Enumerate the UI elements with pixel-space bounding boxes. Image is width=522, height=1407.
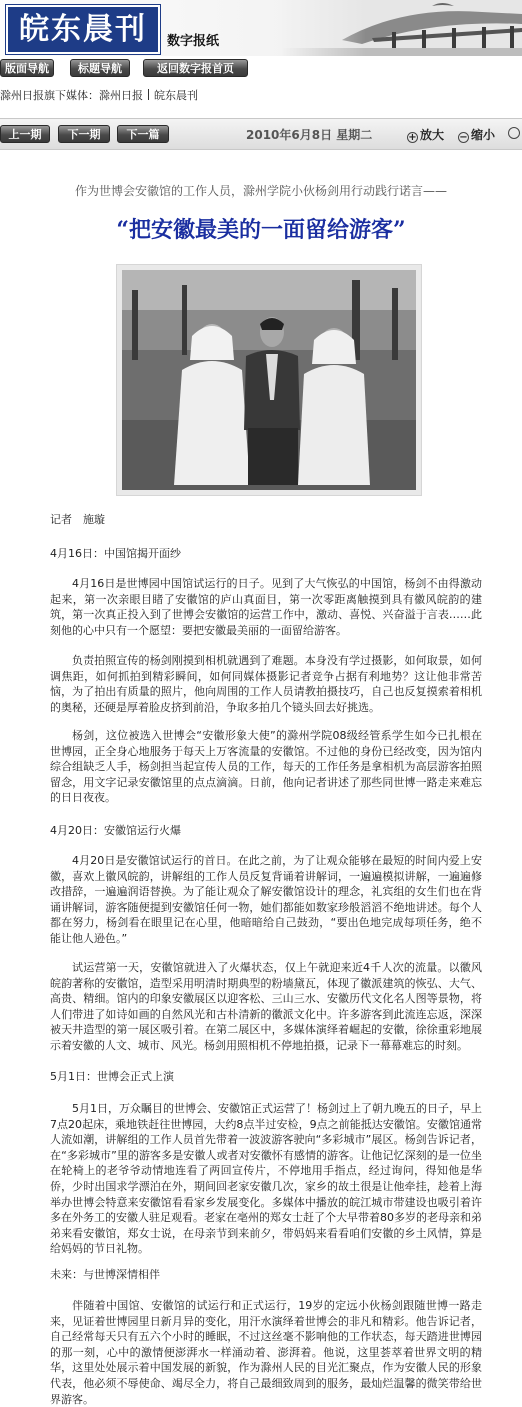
title-nav-button[interactable]: 标题导航 [70, 59, 130, 77]
prev-issue-button[interactable]: 上一期 [0, 125, 50, 143]
section-heading: 未来：与世博深情相伴 [50, 1268, 160, 1281]
issue-date: 2010年6月8日 星期二 [246, 128, 373, 142]
article-paragraph: 负责拍照宣传的杨剑刚摸到相机就遇到了难题。本身没有学过摄影，如何取景，如何调焦距，如何抓拍到精彩瞬间，如何同媒体摄影记者竞争占据有利地势？这让他非常苦恼，为了拍出有质量的照片，他向周围的工作人员请教拍摄技巧，自己也反复摸索着相机的奥秘，还硬是厚着脸皮挤到前沿，争取多拍几个镜头回去好挑选。 [50, 654, 482, 714]
article-kicker: 作为世博会安徽馆的工作人员，滁州学院小伙杨剑用行动践行诺言—— [74, 184, 447, 198]
zoom-in-icon: + [408, 132, 417, 143]
masthead [0, 0, 522, 56]
article-paragraph: 伴随着中国馆、安徽馆的试运行和正式运行，19岁的定远小伙杨剑跟随世博一路走来，见证着世博园里日新月异的变化，用汗水演绎着世博会的非凡和精彩。他告诉记者，自己经常每天只有五六个小时的睡眠，不过这丝毫不影响他的工作状态，每天踏进世博园的那一刻，心中的激情便澎湃水一样涌动着、澎湃着。他说，这里荟萃着世界文明的精华，这里处处展示着中国发展的新貌，作为滁州人民的目光汇聚点，作为安徽人民的形象代表，他必须不辱使命、竭尽全力，将自己最细致周到的服务，最灿烂温馨的微笑带给世界游客。 [50, 1299, 482, 1406]
media-links [0, 86, 522, 106]
pavilion-image [282, 0, 522, 56]
article-paragraph: 5月1日，万众瞩目的世博会、安徽馆正式运营了！杨剑过上了朝九晚五的日子，早上7点20起床，乘地铁赶往世博园，大约8点半过安检，9点之前能抵达安徽馆。安徽馆通常人流如潮，讲解组的工作人员首先带着一波波游客驶向“多彩城市”展区。杨剑告诉记者，在“多彩城市”里的游客多是安徽人或者对安徽怀有感情的游客。让他记忆深刻的是一位坐在轮椅上的老爷爷动情地连看了两回宣传片，不停地用手指点，经过询问，得知他是华侨，少时出国求学漂泊在外，期间回老家安徽几次，家乡的故土很是让他牵挂，趁着上海举办世博会特意来安徽馆看看家乡发展变化。多媒体中播放的皖江城市带建设也吸引着许多在外务工的安徽人驻足观看。老家在亳州的郑女士赶了个大早带着80多岁的老母亲和弟弟来看安徽馆，郑女士说，在母亲节到来前夕，带妈妈来看看咱们安徽的乡土风情，算是给妈妈的节日礼物。 [50, 1102, 482, 1256]
article-paragraph: 杨剑，这位被选入世博会“安徽形象大使”的滁州学院08级经管系学生如今已扎根在世博园，正全身心地服务于每天上万客流量的安徽馆。不过他的身份已经改变，因为馆内综合组缺乏人手，杨剑担当起宣传人员的工作，每天的工作任务是拿相机为高层游客拍照留念，用文字记录安徽馆里的点点滴滴。日前，他向记者讲述了那些同世博一路走来难忘的日日夜夜。 [50, 729, 482, 805]
article-byline: 记者 施璇 [50, 513, 105, 526]
issue-toolbar [0, 118, 522, 150]
section-nav [0, 56, 522, 80]
page-nav-button[interactable]: 版面导航 [0, 59, 54, 77]
article-headline: “把安徽最美的一面留给游客” [116, 217, 406, 243]
link-divider [148, 89, 149, 100]
section-heading: 5月1日：世博会正式上演 [50, 1070, 174, 1083]
back-home-button[interactable]: 返回数字报首页 [143, 59, 248, 77]
zoom-in-label: 放大 [420, 128, 445, 142]
reset-zoom-icon[interactable] [508, 127, 520, 139]
masthead-subtitle: 数字报纸 [167, 34, 220, 49]
zoom-out-button[interactable] [458, 126, 495, 143]
article-paragraph: 4月16日是世博园中国馆试运行的日子。见到了大气恢弘的中国馆，杨剑不由得激动起来，第一次亲眼目睹了安徽馆的庐山真面目，第一次零距离触摸到具有徽风皖韵的建筑，第一次真正投入到了世博会安徽馆的运营工作中，激动、喜悦、兴奋溢于言表……此刻他的心中只有一个愿望：要把安徽最美丽的一面留给游客。 [50, 577, 482, 637]
newspaper-logo[interactable]: 皖东晨刊 [6, 5, 160, 54]
zoom-in-button[interactable] [407, 126, 444, 143]
media-link-chuzhou-daily[interactable]: 滁州日报 [99, 89, 143, 102]
zoom-out-label: 缩小 [471, 128, 496, 142]
next-article-button[interactable]: 下一篇 [117, 125, 169, 143]
media-label: 滁州日报旗下媒体： [0, 89, 99, 102]
media-link-wandong-morning[interactable]: 皖东晨刊 [154, 89, 198, 102]
section-heading: 4月16日：中国馆揭开面纱 [50, 547, 181, 560]
photo-frame [116, 264, 422, 496]
zoom-out-icon: − [459, 132, 468, 143]
article-paragraph: 试运营第一天，安徽馆就进入了火爆状态，仅上午就迎来近4千人次的流量。以徽风皖韵著称的安徽馆，造型采用明清时期典型的粉墙黛瓦，体现了徽派建筑的恢弘、大气、高贵、精细。馆内的印象安徽展区以迎客松、三山三水、安徽历代文化名人图等景物，将人们带进了如诗如画的自然风光和古朴清新的徽派文化中。许多游客到此流连忘返，深深被天井造型的第一展区吸引着。在第二展区中，多媒体演绎着崛起的安徽，徐徐重彩地展示着安徽的人文、城市、风光。杨剑用照相机不停地拍摄，记录下一幕幕难忘的时刻。 [50, 961, 482, 1052]
article-photo [122, 270, 416, 490]
article-paragraph: 4月20日是安徽馆试运行的首日。在此之前，为了让观众能够在最短的时间内爱上安徽，喜欢上徽风皖韵，讲解组的工作人员反复背诵着讲解词，一遍遍模拟讲解，一遍遍修改措辞，一遍遍润语替换。为了能让观众了解安徽馆设计的理念，礼宾组的女生们也在背诵讲解词，游客随便提到安徽馆任何一物，她们都能如数家珍般滔滔不绝地讲述。每个人都在努力，杨剑看在眼里记在心里，他暗暗给自己鼓劲，“要出色地完成每项任务，绝不能让他人逊色。” [50, 854, 482, 945]
next-issue-button[interactable]: 下一期 [58, 125, 110, 143]
section-heading: 4月20日：安徽馆运行火爆 [50, 824, 181, 837]
